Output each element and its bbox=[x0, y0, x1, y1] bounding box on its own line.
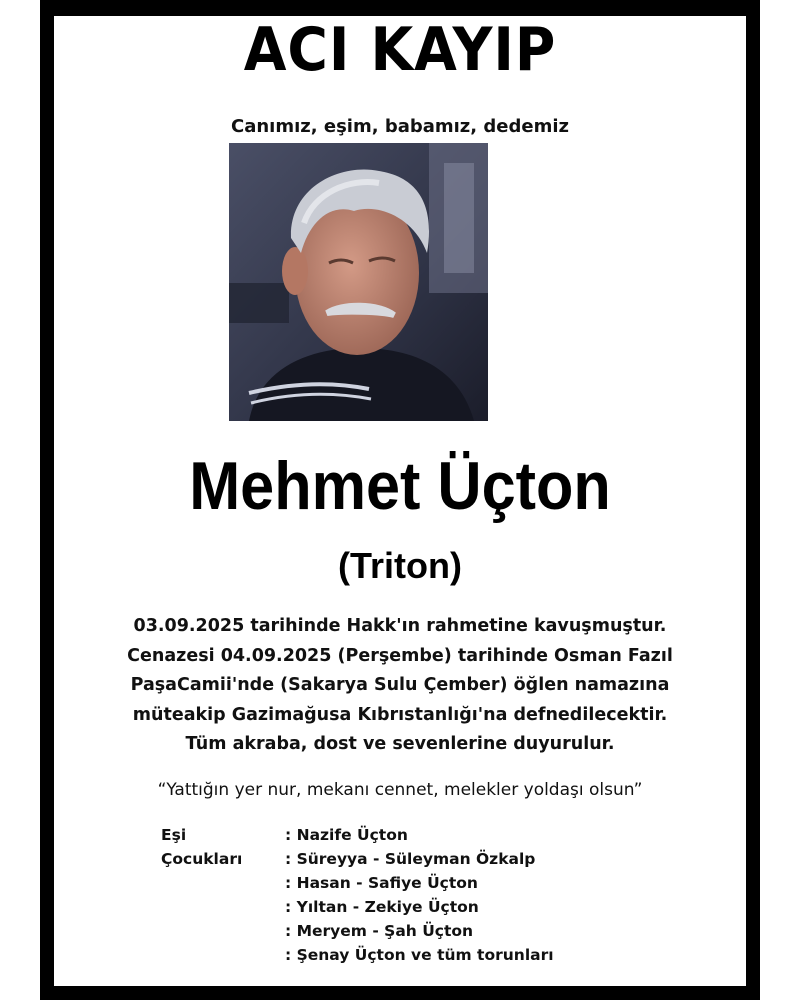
announcement-line: müteakip Gazimağusa Kıbrıstanlığı'na defnedilecektir. bbox=[132, 704, 668, 725]
notice-heading: ACI KAYIP bbox=[243, 15, 557, 85]
family-label bbox=[161, 871, 285, 895]
family-value: : Nazife Üçton bbox=[285, 826, 408, 844]
family-row bbox=[161, 943, 554, 967]
deceased-name: Mehmet Üçton bbox=[189, 448, 611, 524]
announcement-text bbox=[0, 612, 800, 760]
family-row bbox=[161, 847, 554, 871]
notice-subheading: Canımız, eşim, babamız, dedemiz bbox=[231, 116, 569, 137]
announcement-line: Tüm akraba, dost ve sevenlerine duyurulur. bbox=[185, 734, 615, 754]
family-row bbox=[161, 871, 554, 895]
family-value: : Süreyya - Süleyman Özkalp bbox=[285, 850, 536, 868]
family-label: Eşi bbox=[161, 826, 187, 844]
memorial-quote: “Yattığın yer nur, mekanı cennet, melekler yoldaşı olsun” bbox=[157, 780, 643, 800]
family-value: : Hasan - Safiye Üçton bbox=[285, 874, 478, 892]
family-label bbox=[161, 895, 285, 919]
family-label bbox=[161, 943, 285, 967]
family-value: : Şenay Üçton ve tüm torunları bbox=[285, 946, 554, 964]
family-label: Çocukları bbox=[161, 850, 243, 868]
deceased-portrait-photo bbox=[229, 143, 488, 421]
family-value: : Meryem - Şah Üçton bbox=[285, 922, 474, 940]
family-row bbox=[161, 919, 554, 943]
deceased-nickname: (Triton) bbox=[338, 545, 462, 586]
announcement-line: PaşaCamii'nde (Sakarya Sulu Çember) öğlen namazına bbox=[130, 675, 670, 695]
family-row bbox=[161, 823, 554, 847]
family-row bbox=[161, 895, 554, 919]
family-list bbox=[161, 823, 554, 967]
family-value: : Yıltan - Zekiye Üçton bbox=[285, 898, 479, 916]
family-label bbox=[161, 919, 285, 943]
announcement-line: Cenazesi 04.09.2025 (Perşembe) tarihinde Osman Fazıl bbox=[127, 645, 673, 666]
announcement-line: 03.09.2025 tarihinde Hakk'ın rahmetine kavuşmuştur. bbox=[133, 616, 667, 636]
